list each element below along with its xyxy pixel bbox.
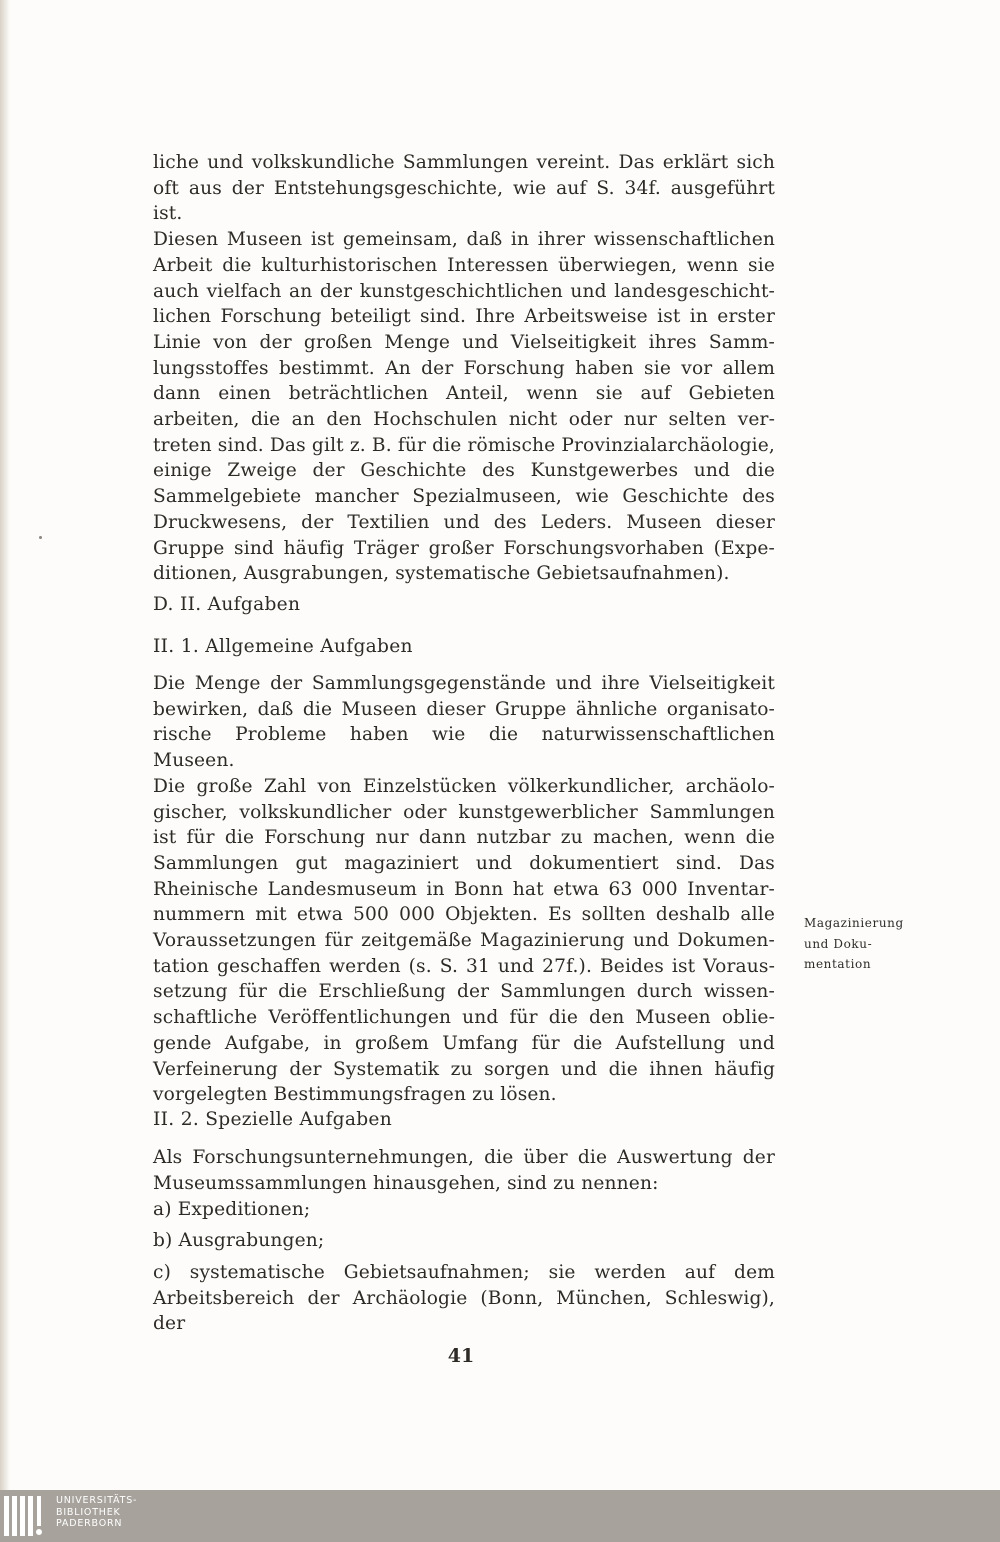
text-line: arbeiten, die an den Hochschulen nicht oder nur selten ver- <box>153 409 775 431</box>
scan-speck <box>39 536 42 539</box>
text-line: Die große Zahl von Einzelstücken völkerkundlicher, archäolo- <box>153 775 775 797</box>
text-line: nummern mit etwa 500 000 Objekten. Es sollten deshalb alle <box>153 904 775 926</box>
margin-note-line: mentation <box>804 957 872 971</box>
special-tasks-intro <box>153 1145 775 1196</box>
text-line: Museumssammlungen hinausgehen, sind zu nennen: <box>153 1172 659 1194</box>
text-line: ist für die Forschung nur dann nutzbar zu machen, wenn die <box>153 827 775 849</box>
text-line: liche und volkskundliche Sammlungen vereint. Das erklärt sich <box>153 152 775 173</box>
margin-note-line: Magazinierung <box>804 916 904 930</box>
text-line: Verfeinerung der Systematik zu sorgen und die ihnen häufig <box>153 1058 775 1080</box>
text-line: Linie von der großen Menge und Vielseitigkeit ihres Samm- <box>153 331 775 353</box>
list-item: b) Ausgrabungen; <box>153 1230 325 1251</box>
page-number: 41 <box>447 1345 475 1367</box>
text-line: bewirken, daß die Museen dieser Gruppe ähnliche organisato- <box>153 698 775 720</box>
text-line: Sammelgebiete mancher Spezialmuseen, wie Geschichte des <box>153 486 775 508</box>
text-line: vorgelegten Bestimmungsfragen zu lösen. <box>153 1084 557 1106</box>
general-tasks-paragraph <box>153 671 775 1108</box>
intro-paragraph <box>153 150 775 587</box>
library-footer-bar <box>0 1490 1000 1542</box>
text-line: Gruppe sind häufig Träger großer Forschungsvorhaben (Expe- <box>153 537 775 559</box>
library-name <box>56 1495 137 1530</box>
text-line: auch vielfach an der kunstgeschichtlichen und landesgeschicht- <box>153 280 775 302</box>
library-barcode-logo-icon <box>4 1496 54 1536</box>
text-line: ditionen, Ausgrabungen, systematische Gebietsaufnahmen). <box>153 563 730 585</box>
text-line: lungsstoffes bestimmt. An der Forschung haben sie vor allem <box>153 357 775 379</box>
text-line: einige Zweige der Geschichte des Kunstgewerbes und die <box>153 460 775 482</box>
text-line: Sammlungen gut magaziniert und dokumentiert sind. Das <box>153 852 775 874</box>
list-item: a) Expeditionen; <box>153 1199 311 1220</box>
margin-note <box>804 913 934 975</box>
text-line: rische Probleme haben wie die naturwissenschaftlichen Museen. <box>153 724 775 772</box>
text-line: treten sind. Das gilt z. B. für die römische Provinzialarchäologie, <box>153 434 775 456</box>
library-name-line: UNIVERSITÄTS- <box>56 1495 138 1506</box>
text-line: gischer, volkskundlicher oder kunstgewerblicher Sammlungen <box>153 801 775 823</box>
library-name-line: PADERBORN <box>56 1518 123 1529</box>
subsection-heading-special-tasks: II. 2. Spezielle Aufgaben <box>153 1109 393 1130</box>
text-line: Arbeitsbereich der Archäologie (Bonn, München, Schleswig), der <box>153 1287 775 1335</box>
text-line: oft aus der Entstehungsgeschichte, wie auf S. 34f. ausgeführt ist. <box>153 177 775 225</box>
text-line: Druckwesens, der Textilien und des Leders. Museen dieser <box>153 511 775 533</box>
text-line: Diesen Museen ist gemeinsam, daß in ihrer wissenschaftlichen <box>153 229 775 251</box>
text-line: Arbeit die kulturhistorischen Interessen überwiegen, wenn sie <box>153 254 775 276</box>
text-line: setzung für die Erschließung der Sammlungen durch wissen- <box>153 981 775 1003</box>
text-line: lichen Forschung beteiligt sind. Ihre Arbeitsweise ist in erster <box>153 306 775 328</box>
text-line: dann einen beträchtlichen Anteil, wenn sie auf Gebieten <box>153 383 775 405</box>
text-line: Voraussetzungen für zeitgemäße Magazinierung und Dokumen- <box>153 930 775 952</box>
text-line: gende Aufgabe, in großem Umfang für die Aufstellung und <box>153 1032 775 1054</box>
text-line: c) systematische Gebietsaufnahmen; sie werden auf dem <box>153 1262 775 1283</box>
text-line: tation geschaffen werden (s. S. 31 und 27f.). Beides ist Voraus- <box>153 955 775 977</box>
text-line: Als Forschungsunternehmungen, die über die Auswertung der <box>153 1147 775 1168</box>
list-item-c <box>153 1260 775 1337</box>
section-heading: D. II. Aufgaben <box>153 594 301 615</box>
text-line: Rheinische Landesmuseum in Bonn hat etwa 63 000 Inventar- <box>153 878 775 900</box>
library-name-line: BIBLIOTHEK <box>56 1506 121 1518</box>
margin-note-line: und Doku- <box>804 936 873 951</box>
text-line: schaftliche Veröffentlichungen und für die den Museen oblie- <box>153 1007 775 1029</box>
subsection-heading-general-tasks: II. 1. Allgemeine Aufgaben <box>153 636 413 657</box>
text-line: Die Menge der Sammlungsgegenstände und ihre Vielseitigkeit <box>153 673 775 694</box>
